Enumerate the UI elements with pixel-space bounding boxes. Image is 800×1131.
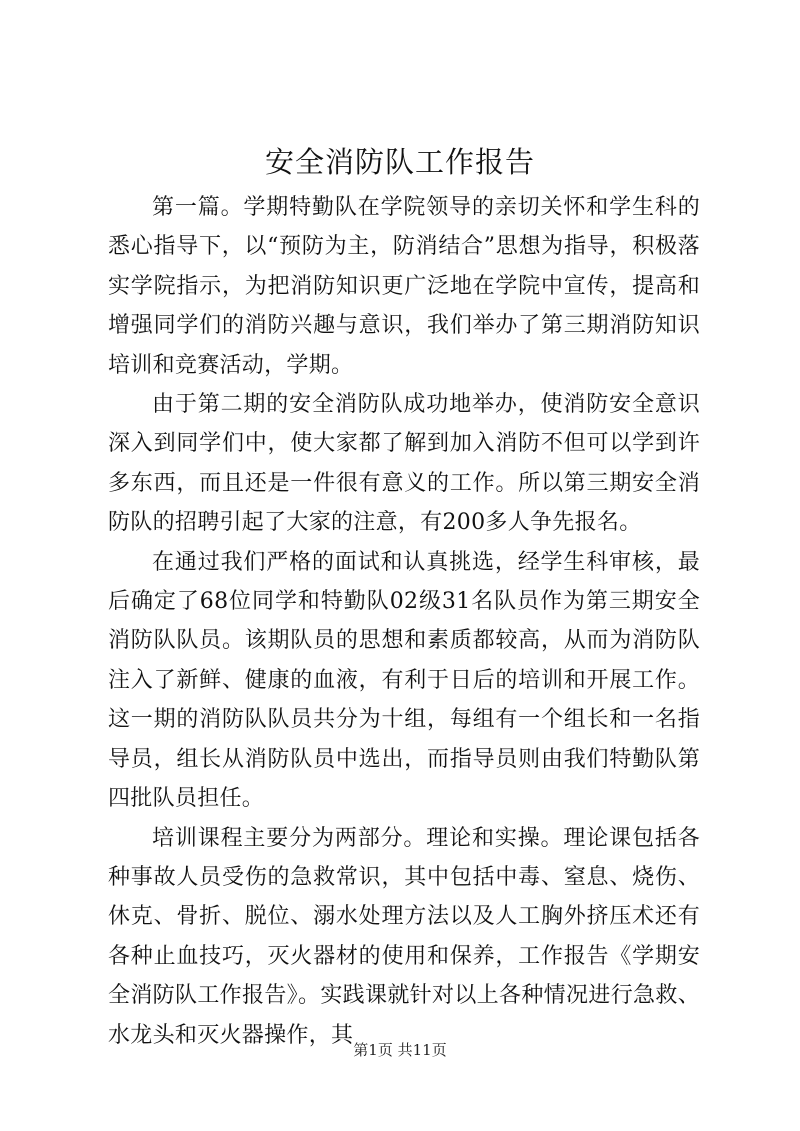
page-footer bbox=[0, 1040, 800, 1060]
paragraph-2: 由于第二期的安全消防队成功地举办，使消防安全意识深入到同学们中，使大家都了解到加入消防不但可以学到许多东西，而且还是一件很有意义的工作。所以第三期安全消防队的招聘引起了大家的注意，有200多人争先报名。 bbox=[108, 392, 700, 536]
page-number-label: 第1页 共11页 bbox=[353, 1041, 447, 1059]
document-title: 安全消防队工作报告 bbox=[264, 145, 535, 179]
document-body bbox=[108, 188, 700, 1055]
paragraph-1: 第一篇。学期特勤队在学院领导的亲切关怀和学生科的悉心指导下，以“预防为主，防消结合”思想为指导，积极落实学院指示，为把消防知识更广泛地在学院中宣传，提高和增强同学们的消防兴趣与意识，我们举办了第三期消防知识培训和竞赛活动，学期。 bbox=[108, 195, 700, 378]
paragraph-3: 在通过我们严格的面试和认真挑选，经学生科审核，最后确定了68位同学和特勤队02级31名队员作为第三期安全消防队队员。该期队员的思想和素质都较高，从而为消防队注入了新鲜、健康的血液，有利于日后的培训和开展工作。这一期的消防队队员共分为十组，每组有一个组长和一名指导员，组长从消防队员中选出，而指导员则由我们特勤队第四批队员担任。 bbox=[108, 549, 700, 812]
paragraph-4: 培训课程主要分为两部分。理论和实操。理论课包括各种事故人员受伤的急救常识，其中包括中毒、窒息、烧伤、休克、骨折、脱位、溺水处理方法以及人工胸外挤压术还有各种止血技巧，灭火器材的使用和保养，工作报告《学期安全消防队工作报告》。实践课就针对以上各种情况进行急救、水龙头和灭火器操作，其 bbox=[108, 825, 700, 1048]
